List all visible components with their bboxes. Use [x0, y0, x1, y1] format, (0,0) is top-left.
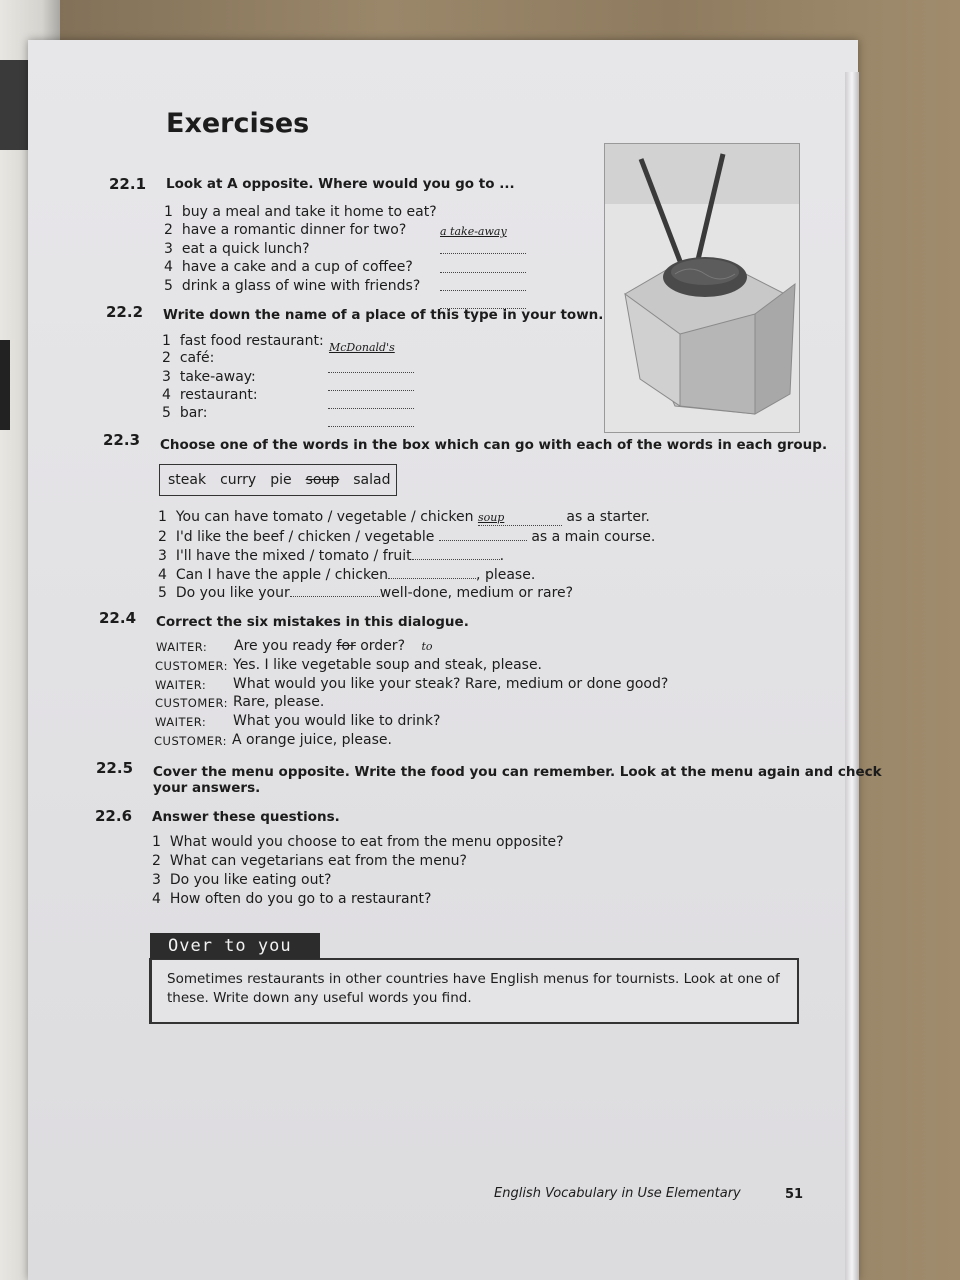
over-to-you-text: Sometimes restaurants in other countries have English menus for tournists. Look at one of these. Write down any useful words you find. [167, 971, 780, 1006]
speaker-label: CUSTOMER: [155, 696, 229, 710]
dialogue-line: Yes. I like vegetable soup and steak, please. [233, 657, 543, 673]
dialogue-line: What you would like to drink? [233, 713, 441, 729]
word-box-item: curry [220, 472, 257, 488]
exercise-number-22-5: 22.5 [96, 759, 134, 777]
list-item: 4 have a cake and a cup of coffee? [164, 259, 413, 275]
left-page-tab [0, 60, 30, 150]
speaker-label: CUSTOMER: [155, 659, 229, 673]
list-item: 4 How often do you go to a restaurant? [152, 891, 432, 907]
answer-line[interactable] [388, 566, 476, 579]
list-item: 4 restaurant: [162, 387, 258, 403]
list-item: 3 Do you like eating out? [152, 872, 332, 888]
answer-line[interactable] [440, 274, 526, 291]
speaker-label: WAITER: [155, 715, 207, 729]
dialogue-line: Rare, please. [233, 694, 325, 710]
answer-line[interactable]: a take-away [440, 225, 507, 238]
list-item: 5 Do you like your well-done, medium or rare? [158, 585, 574, 601]
exercise-number-22-3: 22.3 [103, 431, 141, 449]
answer-line[interactable] [328, 410, 414, 427]
list-item: 1 fast food restaurant: [162, 333, 324, 349]
page-title: Exercises [166, 108, 310, 139]
exercise-number-22-2: 22.2 [106, 303, 144, 321]
page-stack-edge [845, 72, 859, 1280]
exercise-instruction-22-1: Look at A opposite. Where would you go to ... [166, 176, 515, 192]
word-box-item-crossed: soup [305, 472, 340, 488]
list-item: 4 Can I have the apple / chicken , please. [158, 567, 536, 583]
exercise-number-22-6: 22.6 [95, 807, 133, 825]
list-item: 5 bar: [162, 405, 208, 421]
list-item: 1 buy a meal and take it home to eat? [164, 204, 437, 220]
answer-line[interactable] [328, 374, 414, 391]
list-item: 1 What would you choose to eat from the menu opposite? [152, 834, 564, 850]
left-page-tab-2 [0, 340, 10, 430]
takeaway-noodles-photo [604, 143, 800, 433]
dialogue-line: What would you like your steak? Rare, medium or done good? [233, 676, 669, 692]
answer-line[interactable] [440, 237, 526, 254]
list-item: 5 drink a glass of wine with friends? [164, 278, 421, 294]
answer-line[interactable] [440, 256, 526, 273]
dialogue-line: Are you ready for order? to [234, 638, 433, 654]
word-box-item: steak [168, 472, 207, 488]
list-item: 2 have a romantic dinner for two? [164, 222, 407, 238]
answer-line[interactable]: McDonald's [329, 341, 395, 354]
page-number: 51 [785, 1187, 804, 1202]
list-item: 3 take-away: [162, 369, 256, 385]
answer-line[interactable] [439, 528, 527, 541]
speaker-label: WAITER: [156, 640, 208, 654]
list-item: 3 eat a quick lunch? [164, 241, 310, 257]
over-to-you-heading: Over to you [150, 933, 320, 959]
word-box [159, 464, 397, 496]
speaker-label: WAITER: [155, 678, 207, 692]
exercise-instruction-22-6: Answer these questions. [152, 809, 340, 825]
exercise-number-22-1: 22.1 [109, 175, 147, 193]
list-item: 2 What can vegetarians eat from the menu? [152, 853, 467, 869]
list-item: 3 I'll have the mixed / tomato / fruit . [158, 548, 505, 564]
list-item: 1 You can have tomato / vegetable / chicken soup as a starter. [158, 509, 650, 525]
answer-line[interactable]: soup [478, 509, 562, 526]
exercise-instruction-22-5-cont: your answers. [153, 780, 261, 796]
word-box-item: pie [270, 472, 292, 488]
answer-line[interactable] [328, 356, 414, 373]
speaker-label: CUSTOMER: [154, 734, 228, 748]
answer-line[interactable] [412, 547, 500, 560]
list-item: 2 café: [162, 350, 215, 366]
exercise-number-22-4: 22.4 [99, 609, 137, 627]
exercise-instruction-22-3: Choose one of the words in the box which can go with each of the words in each group. [160, 437, 828, 453]
book-title-footer: English Vocabulary in Use Elementary [494, 1186, 741, 1201]
list-item: 2 I'd like the beef / chicken / vegetable as a main course. [158, 529, 656, 545]
exercise-instruction-22-2: Write down the name of a place of this type in your town. [163, 307, 604, 323]
exercise-instruction-22-5: Cover the menu opposite. Write the food you can remember. Look at the menu again and check [153, 764, 882, 780]
answer-line[interactable] [290, 584, 380, 597]
exercise-instruction-22-4: Correct the six mistakes in this dialogue. [156, 614, 469, 630]
word-box-item: salad [353, 472, 391, 488]
dialogue-line: A orange juice, please. [232, 732, 392, 748]
answer-line[interactable] [328, 392, 414, 409]
